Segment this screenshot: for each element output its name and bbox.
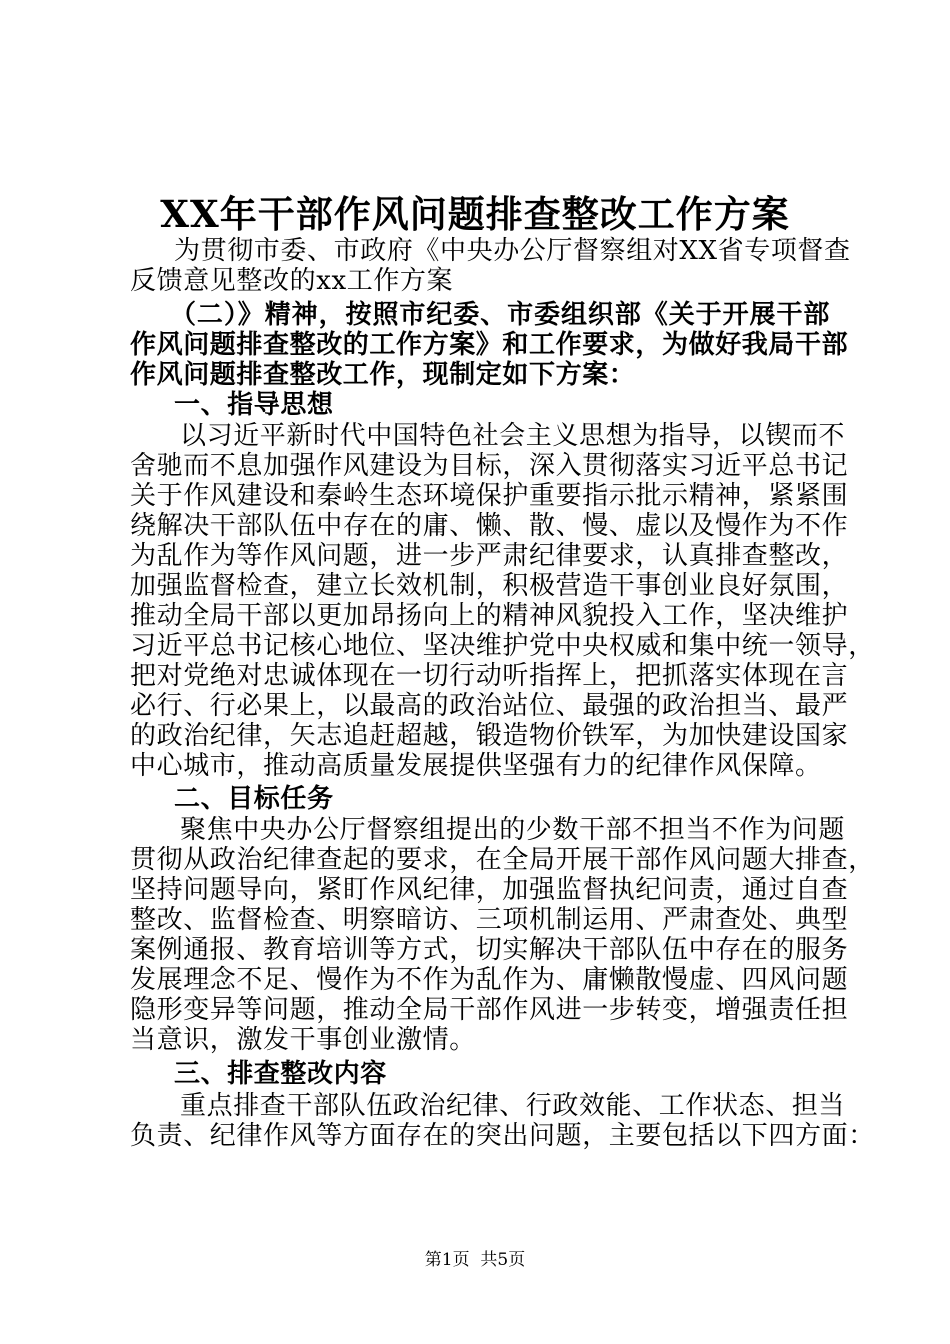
section2-heading: 二、目标任务 (174, 784, 334, 814)
section1-line-4: 绕解决干部队伍中存在的庸、懒、散、慢、虚以及慢作为不作 (130, 511, 849, 541)
section3-line-1: 重点排查干部队伍政治纪律、行政效能、工作状态、担当 (180, 1091, 846, 1121)
intro-line-3: （二）》精神，按照市纪委、市委组织部《关于开展干部 (170, 300, 830, 330)
section2-line-1: 聚焦中央办公厅督察组提出的少数干部不担当不作为问题 (180, 815, 846, 845)
section3-heading: 三、排查整改内容 (174, 1059, 387, 1089)
section1-line-2: 舍驰而不息加强作风建设为目标，深入贯彻落实习近平总书记 (130, 451, 849, 481)
intro-line-1: 为贯彻市委、市政府《中央办公厅督察组对XX省专项督查 (174, 236, 851, 266)
section2-line-7: 隐形变异等问题，推动全局干部作风进一步转变，增强责任担 (130, 995, 849, 1025)
section1-line-7: 推动全局干部以更加昂扬向上的精神风貌投入工作，坚决维护 (130, 601, 849, 631)
section1-line-5: 为乱作为等作风问题，进一步严肃纪律要求，认真排查整改， (130, 541, 849, 571)
document-title: XX年干部作风问题排查整改工作方案 (160, 192, 790, 236)
section1-line-3: 关于作风建设和秦岭生态环境保护重要指示批示精神，紧紧围 (130, 481, 849, 511)
section2-line-8: 当意识，激发干事创业激情。 (130, 1025, 476, 1055)
section2-line-5: 案例通报、教育培训等方式，切实解决干部队伍中存在的服务 (130, 935, 849, 965)
section2-line-4: 整改、监督检查、明察暗访、三项机制运用、严肃查处、典型 (130, 905, 849, 935)
section2-line-6: 发展理念不足、慢作为不作为乱作为、庸懒散慢虚、四风问题 (130, 965, 849, 995)
section1-line-11: 的政治纪律，矢志追赶超越，锻造物价铁军，为加快建设国家 (130, 721, 849, 751)
section2-line-3: 坚持问题导向，紧盯作风纪律，加强监督执纪问责，通过自查 (130, 875, 849, 905)
page-footer: 第1页 共5页 (424, 1250, 526, 1270)
intro-line-5: 作风问题排查整改工作，现制定如下方案： (130, 360, 636, 390)
intro-line-2: 反馈意见整改的xx工作方案 (130, 266, 454, 296)
section1-line-12: 中心城市，推动高质量发展提供坚强有力的纪律作风保障。 (130, 751, 822, 781)
section2-line-2: 贯彻从政治纪律查起的要求，在全局开展干部作风问题大排查， (130, 845, 875, 875)
section1-line-1: 以习近平新时代中国特色社会主义思想为指导，以锲而不 (180, 421, 846, 451)
intro-line-4: 作风问题排查整改的工作方案》和工作要求，为做好我局干部 (130, 330, 849, 360)
section1-line-9: 把对党绝对忠诚体现在一切行动听指挥上，把抓落实体现在言 (130, 661, 849, 691)
section1-line-8: 习近平总书记核心地位、坚决维护党中央权威和集中统一领导， (130, 631, 875, 661)
section1-line-6: 加强监督检查，建立长效机制，积极营造干事创业良好氛围， (130, 571, 849, 601)
section3-line-2: 负责、纪律作风等方面存在的突出问题，主要包括以下四方面： (130, 1121, 875, 1151)
section1-heading: 一、指导思想 (174, 390, 334, 420)
section1-line-10: 必行、行必果上，以最高的政治站位、最强的政治担当、最严 (130, 691, 849, 721)
